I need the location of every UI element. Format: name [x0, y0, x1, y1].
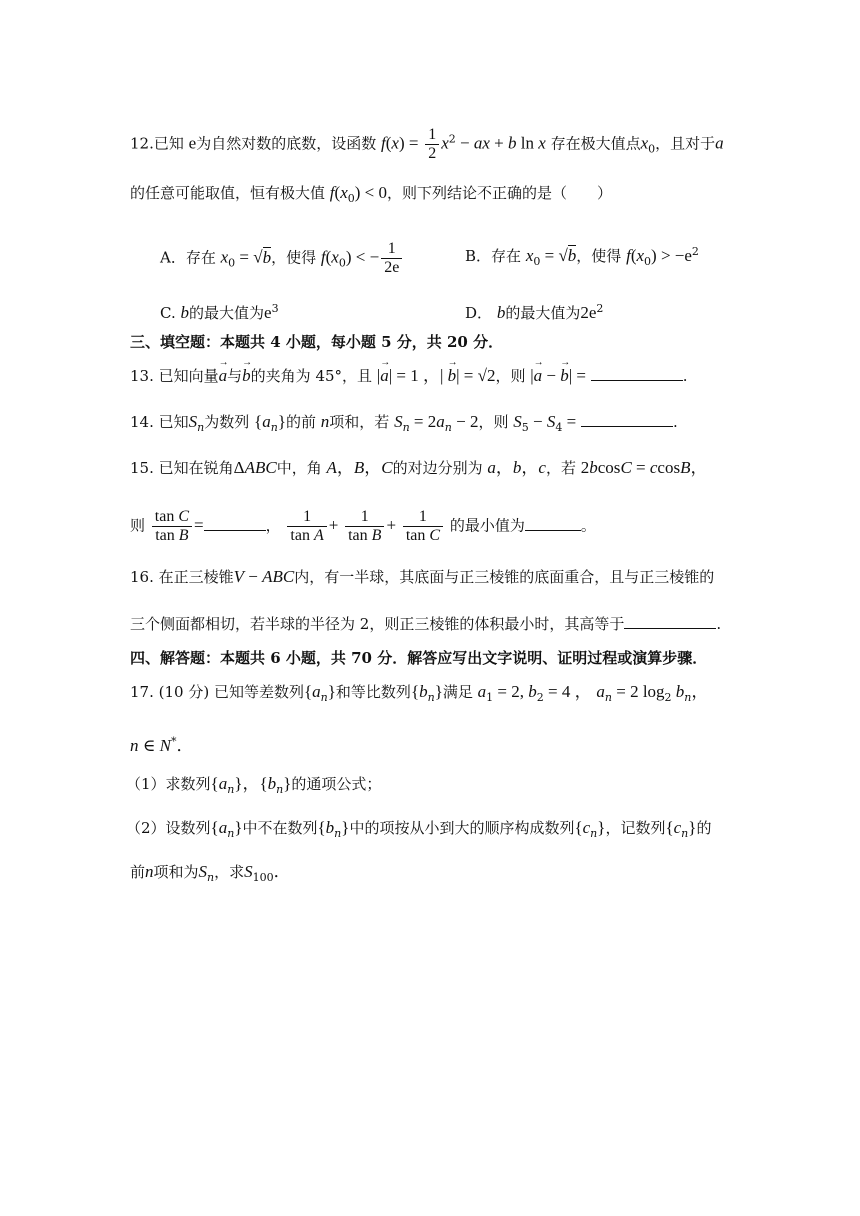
q17-line2: n ∈ N*． [130, 735, 194, 755]
fraction-one-half: $\frac{1}{2}$ [425, 126, 439, 163]
q16-answer-blank[interactable] [624, 614, 716, 629]
q13-line: 13. 已知向量→ a与→ b的夹角为 45°，且 |→ a| = 1 ，| → b| = √2，则 |→ a − → b| = . [130, 364, 688, 388]
q17-part1: （1）求数列$\{a_n\}$，$\{b_n\}$的通项公式； [126, 774, 382, 796]
fraction-one-over-tanB: $\frac{1}{\text{tan B}}$ [345, 508, 384, 545]
q12-line1: 12.已知 e为自然对数的底数，设函数 f(x) = $\frac{1}{2}$ $x^2$ − ax + b ln x 存在极大值点$x_0$，且对于a [130, 126, 724, 162]
q12-line2: 的任意可能取值，恒有极大值 $f(x_0) < 0$，则下列结论不正确的是（ ） [130, 183, 613, 205]
q17-line-last: 前n项和为$S_n$，求$S_{100}$． [130, 862, 291, 884]
q15-line2: 则 $\frac{\text{tan C}}{\text{tan B}}$ = ， $\frac{1}{\text{tan A}}$ + $\frac{1}{\text{tan B}}$ + $\frac{1}{\text{tan C}}$ 的最小值为 。 [130, 508, 596, 544]
q12-option-a: A．存在 $x_0 = √b$，使得 $f(x_0)$ < − $\frac{1}{2e}$ [160, 240, 404, 277]
q14-answer-blank[interactable] [581, 412, 673, 427]
q15-answer-blank-2[interactable] [525, 516, 581, 531]
q15-line1: 15. 已知在锐角ΔABC中，角 A，B，C的对边分别为 a，b，c，若 2bcosC = ccosB， [130, 458, 708, 477]
q12-option-c: C. b的最大值为$e^3$ [160, 302, 279, 322]
q12-function-formula: f [381, 133, 386, 153]
q16-line2: 三个侧面都相切，若半球的半径为 2，则正三棱锥的体积最小时，其高等于 . [130, 615, 722, 633]
q14-line: 14. 已知$S_n$为数列 $\{a_n\}$的前 n项和，若 $S_n = 2a_n - 2$，则 $S_5 - S_4$ = . [130, 412, 678, 434]
q12-option-b: B．存在 $x_0 = √b$，使得 $f(x_0) > -e^2$ [465, 245, 699, 268]
fraction-one-over-2e: $\frac{1}{2e}$ [381, 240, 402, 277]
q15-answer-blank-1[interactable] [204, 516, 266, 531]
fraction-one-over-tanC: $\frac{1}{\text{tan C}}$ [403, 508, 443, 545]
q16-line1: 16. 在正三棱锥V − ABC内，有一半球，其底面与正三棱锥的底面重合，且与正三棱锥的 [130, 567, 715, 586]
q13-answer-blank[interactable] [591, 366, 683, 381]
q12-option-d: D． b的最大值为$2e^2$ [465, 302, 604, 322]
fraction-tanC-over-tanB: $\frac{\text{tan C}}{\text{tan B}}$ [152, 508, 192, 545]
q17-line1: 17. (10 分) 已知等差数列$\{a_n\}$和等比数列$\{b_n\}$满足 $a_1 = 2$, $b_2 = 4$ ， $a_n = 2$ $\log_2 b_n$， [130, 682, 709, 704]
section-3-heading: 三、填空题：本题共 4 小题，每小题 5 分，共 20 分． [130, 333, 504, 351]
q17-part2: （2）设数列$\{a_n\}$中不在数列$\{b_n\}$中的项按从小到大的顺序构成数列$\{c_n\}$，记数列$\{c_n\}$的 [126, 818, 712, 840]
fraction-one-over-tanA: $\frac{1}{\text{tan A}}$ [287, 508, 326, 545]
section-4-heading: 四、解答题：本题共 6 小题，共 70 分．解答应写出文字说明、证明过程或演算步骤． [130, 649, 708, 667]
